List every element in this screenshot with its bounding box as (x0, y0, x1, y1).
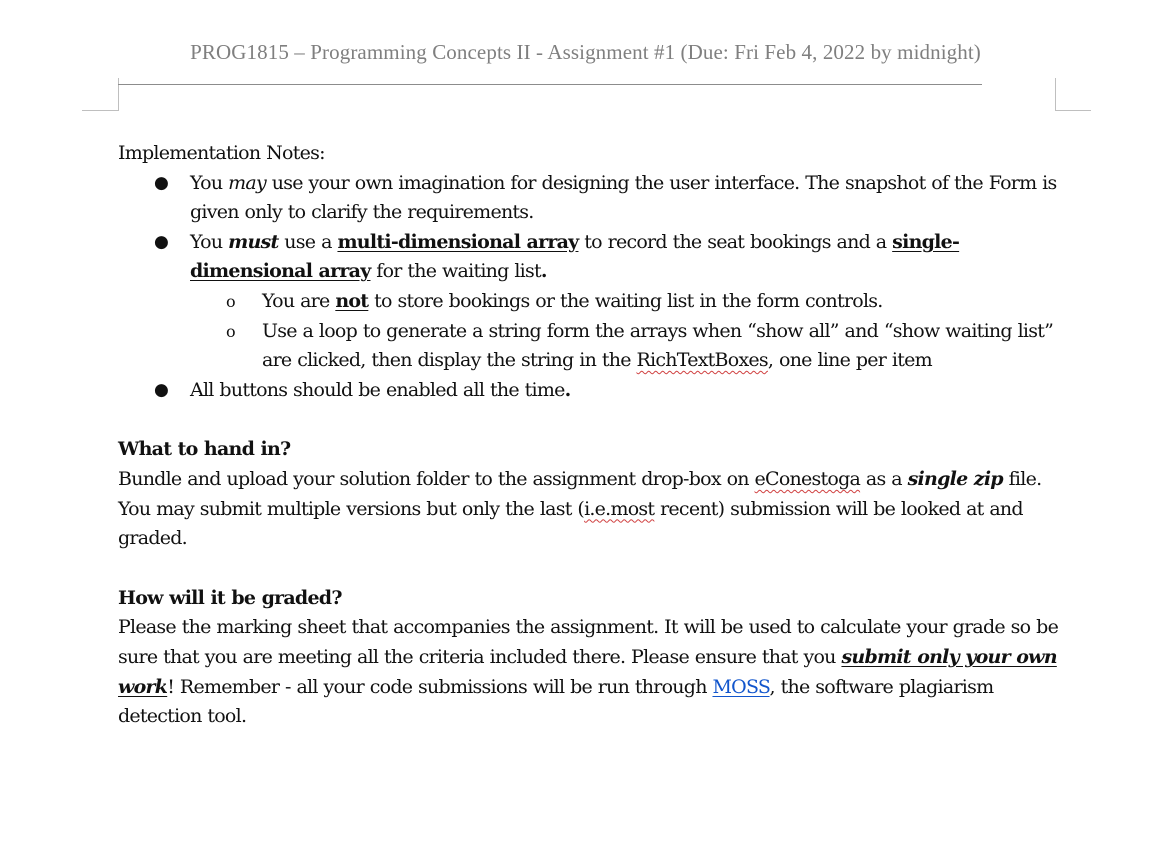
document-body (118, 139, 1063, 732)
implementation-notes-list (118, 169, 1063, 406)
crop-mark-top-left (82, 78, 119, 111)
hollow-bullet-icon: o (226, 321, 235, 341)
page-header: PROG1815 – Programming Concepts II - Assignment #1 (Due: Fri Feb 4, 2022 by midnight) (190, 40, 981, 64)
spellcheck-word: eConestoga (754, 467, 861, 490)
spellcheck-word: RichTextBoxes (636, 349, 768, 372)
implementation-notes-heading: Implementation Notes: (118, 142, 325, 164)
hand-in-heading: What to hand in? (118, 438, 291, 461)
list-item: ● You may use your own imagination for designing the user interface. The snapshot of the Form is given only to clarify the requirements. (118, 169, 1063, 228)
grading-heading: How will it be graded? (118, 586, 342, 609)
moss-link[interactable]: MOSS (712, 675, 770, 698)
list-item: ● All buttons should be enabled all the time. (118, 376, 1063, 406)
grading-paragraph: Please the marking sheet that accompanies the assignment. It will be used to calculate your grade so be sure that you are meeting all the criteria included there. Please ensure that you submit only your own work! Remember - all your code submissions will be run through MOSS, the software plagiarism detection tool. (118, 616, 1059, 728)
hand-in-paragraph: Bundle and upload your solution folder to the assignment drop-box on eConestoga as a single zip file. You may submit multiple versions but only the last (i.e.most recent) submission will be looked at and graded. (118, 467, 1042, 550)
sub-list-item: o Use a loop to generate a string form the arrays when “show all” and “show waiting list” are clicked, then display the string in the RichTextBoxes, one line per item (118, 317, 1063, 376)
crop-mark-top-right (1055, 78, 1091, 111)
header-divider (118, 84, 982, 85)
list-item: ● You must use a multi-dimensional array to record the seat bookings and a single-dimensional array for the waiting list. (118, 228, 1063, 287)
bullet-icon: ● (154, 379, 169, 400)
sub-list-item: o You are not to store bookings or the waiting list in the form controls. (118, 287, 1063, 317)
hollow-bullet-icon: o (226, 291, 235, 311)
bullet-icon: ● (154, 231, 169, 252)
spellcheck-word: i.e.most (584, 497, 655, 520)
bullet-icon: ● (154, 172, 169, 193)
